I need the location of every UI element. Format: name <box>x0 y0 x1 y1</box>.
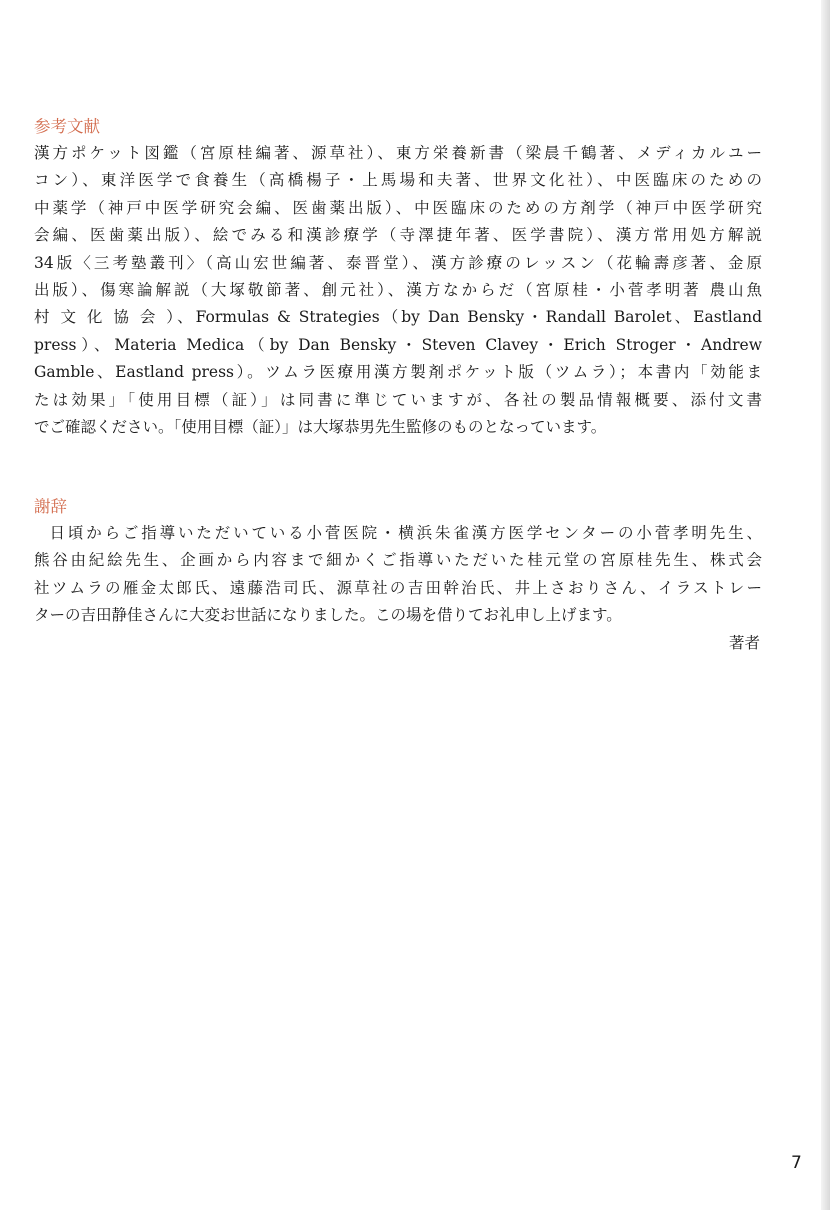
references-line: でご確認ください。「使用目標（証）」は大塚恭男先生監修のものとなっています。 <box>34 417 607 436</box>
acknowledgments-heading: 謝辞 <box>34 497 67 516</box>
references-line: 会編、医歯薬出版）、絵でみる和漢診療学（寺澤捷年著、医学書院）、漢方常用処方解説 <box>34 226 762 245</box>
acknowledgments-line: 社ツムラの雁金太郎氏、遠藤浩司氏、源草社の吉田幹治氏、井上さおりさん、イラストレー <box>34 578 762 597</box>
references-line: 34版〈三考塾叢刊〉（高山宏世編著、泰晋堂）、漢方診療のレッスン（花輪壽彦著、金原 <box>34 253 762 272</box>
acknowledgments-section <box>34 494 762 657</box>
references-body <box>34 140 762 441</box>
page-edge-shadow <box>821 0 830 1210</box>
references-heading: 参考文献 <box>34 117 100 136</box>
acknowledgments-line: ターの吉田静佳さんに大変お世話になりました。この場を借りてお礼申し上げます。 <box>34 606 622 625</box>
references-line: 中薬学（神戸中医学研究会編、医歯薬出版）、中医臨床のための方剤学（神戸中医学研究 <box>34 198 762 217</box>
acknowledgments-line: 日頃からご指導いただいている小菅医院・横浜朱雀漢方医学センターの小菅孝明先生、 <box>49 524 762 542</box>
references-line: 村 文 化 協 会 ）、Formulas & Strategies（by Dan Bensky・Randall Barolet、Eastland <box>34 308 762 327</box>
acknowledgments-body <box>34 520 762 657</box>
page-number: 7 <box>791 1153 802 1173</box>
author-signature: 著者 <box>728 633 760 652</box>
references-line: 漢方ポケット図鑑（宮原桂編著、源草社）、東方栄養新書（梁晨千鶴著、メディカルユー <box>34 144 762 162</box>
references-line: press）、Materia Medica（by Dan Bensky・Steven Clavey・Erich Stroger・Andrew <box>34 335 762 354</box>
references-line: たは効果」「使用目標（証）」は同書に準じていますが、各社の製品情報概要、添付文書 <box>34 390 762 409</box>
references-line: 出版）、傷寒論解説（大塚敬節著、創元社）、漢方なからだ（宮原桂・小菅孝明著 農山魚 <box>34 280 762 299</box>
references-section <box>34 114 762 441</box>
references-line: Gamble、Eastland press）。ツムラ医療用漢方製剤ポケット版（ツムラ）；本書内「効能ま <box>34 363 762 382</box>
references-line: コン）、東洋医学で食養生（高橋楊子・上馬場和夫著、世界文化社）、中医臨床のための <box>34 171 762 190</box>
acknowledgments-line: 熊谷由紀絵先生、企画から内容まで細かくご指導いただいた桂元堂の宮原桂先生、株式会 <box>34 551 762 570</box>
